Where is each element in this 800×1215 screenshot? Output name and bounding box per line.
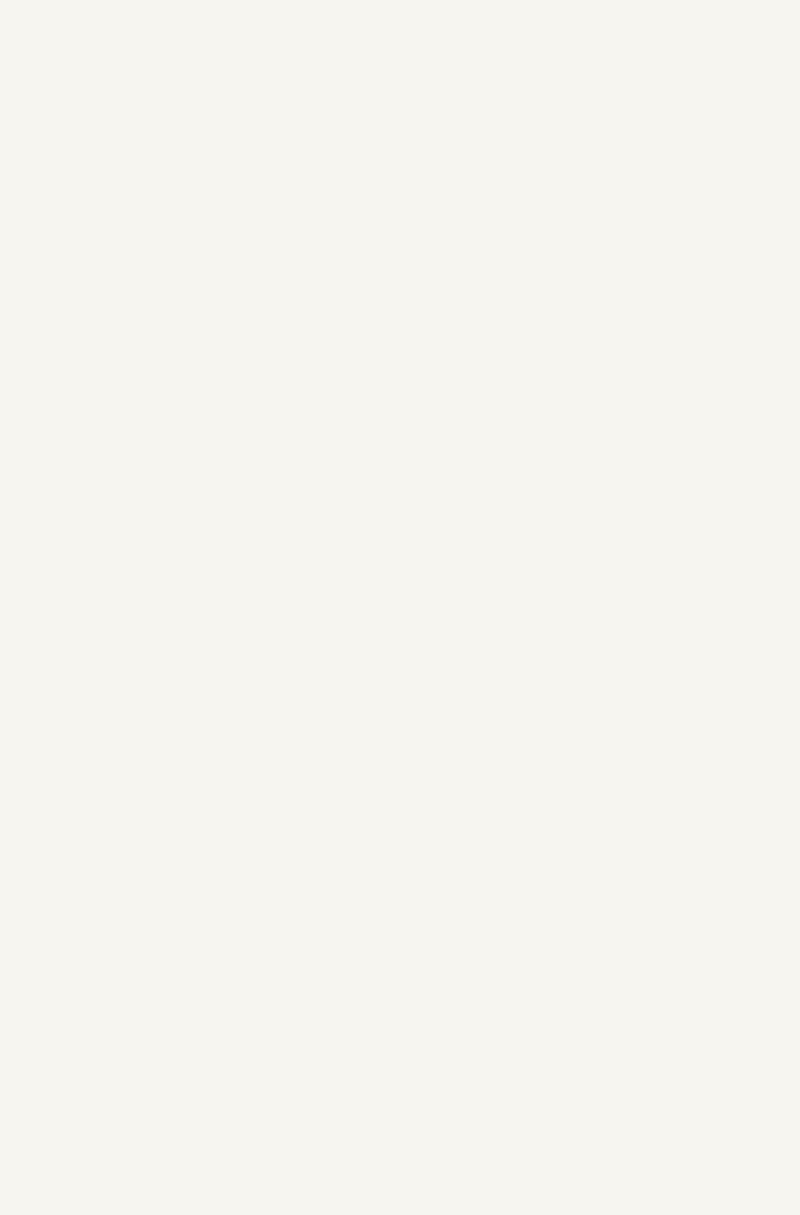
running-header: [110, 96, 688, 120]
